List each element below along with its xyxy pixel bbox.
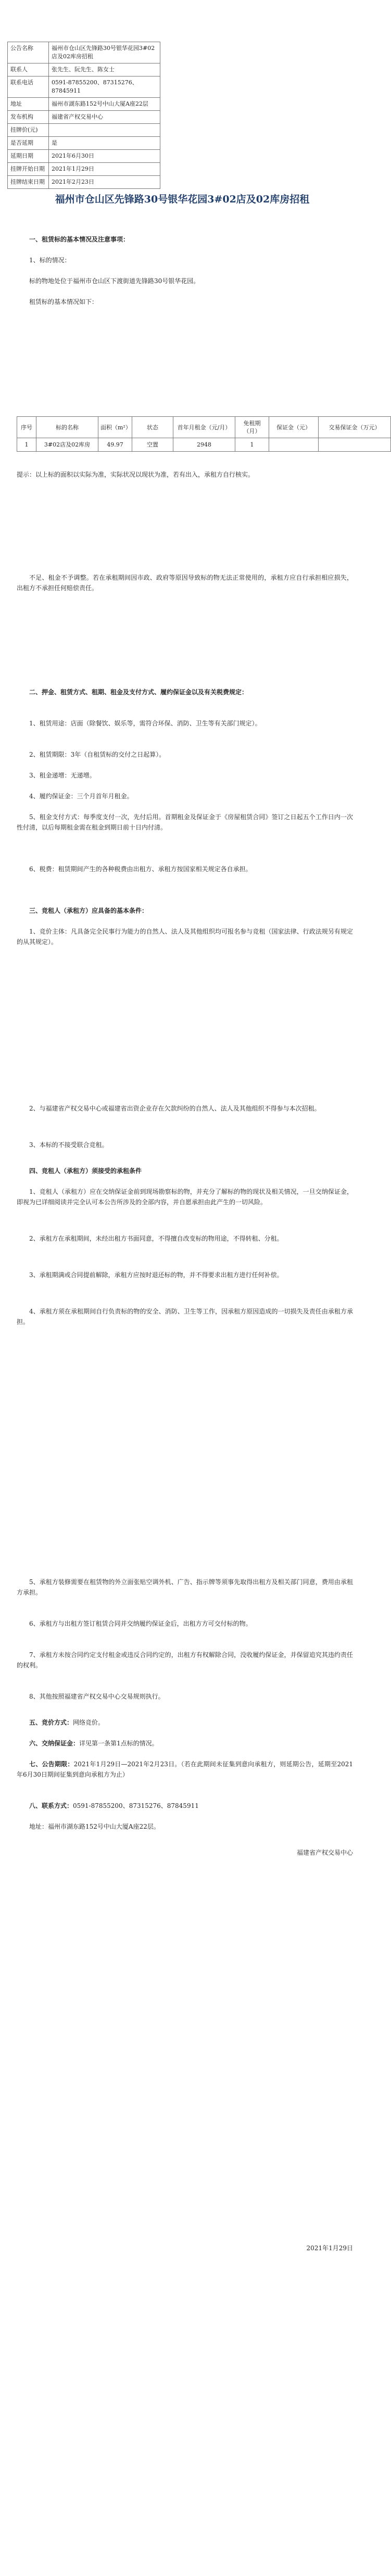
info-value: 福州市湖东路152号中山大厦A座22层	[49, 98, 160, 111]
info-value: 0591-87855200、87315276、87845911	[49, 76, 160, 98]
paragraph: 5、租金支付方式：每季度支付一次，先付后用。首期租金及保证金于《房屋租赁合同》签订之日起五个工作日内一次性付清，以后每期租金需在租金到期日前十日内付清。	[17, 813, 353, 831]
info-key: 挂牌价(元)	[8, 124, 49, 137]
table-cell: 2948	[173, 438, 235, 452]
column-header: 免租期（月）	[235, 417, 269, 438]
info-row	[8, 76, 160, 98]
column-header: 保证金（元）	[269, 417, 319, 438]
table-row	[17, 438, 391, 452]
table-cell	[319, 438, 391, 452]
info-row	[8, 176, 160, 189]
column-header: 序号	[17, 417, 36, 438]
table-cell: 1	[17, 438, 36, 452]
info-value: 福建省产权交易中心	[49, 111, 160, 124]
section-2-heading: 二、押金、租赁方式、租期、租金及支付方式、履约保证金以及有关税费规定：	[29, 688, 248, 696]
paragraph: 2、承租方在承租期间，未经出租方书面同意，不得擅自改变标的物用途，不得转租、分租。	[29, 1235, 283, 1242]
paragraph: 4、履约保证金：三个月首年月租金。	[29, 793, 133, 800]
paragraph: 6、承租方与出租方签订租赁合同并交纳履约保证金后，出租方方可交付标的物。	[29, 1620, 252, 1627]
deposit-value: 详见第一条第1点标的情况。	[79, 1740, 158, 1747]
paragraph: 3、承租期满或合同提前解除，承租方应按时退还标的物，并不得要求出租方进行任何补偿。	[29, 1271, 283, 1279]
page-title: 福州市仓山区先锋路30号银华花园3#02店及02库房招租	[55, 194, 310, 205]
paragraph: 标的物地处位于福州市仓山区下渡街道先锋路30号银华花园。	[29, 277, 200, 285]
info-value: 是	[49, 137, 160, 150]
info-row	[8, 63, 160, 76]
info-row	[8, 124, 160, 137]
info-value	[49, 124, 160, 137]
column-header: 面积（m²）	[98, 417, 132, 438]
paragraph: 2、租赁期限：3年（自租赁标的交付之日起算）。	[29, 751, 166, 758]
paragraph: 7、承租方未按合同约定支付租金或违反合同约定的，出租方有权解除合同，没收履约保证金，并保留追究其违约责任的权利。	[17, 1651, 353, 1669]
column-header: 状态	[132, 417, 173, 438]
contact	[17, 1801, 353, 1811]
section-6-heading: 六、交纳保证金：	[29, 1740, 80, 1747]
property-table	[17, 416, 391, 452]
info-row	[8, 42, 160, 63]
paragraph: 4、承租方须在承租期间自行负责标的物的安全、消防、卫生等工作，因承租方原因造成的一切损失及责任由承租方承担。	[17, 1308, 353, 1325]
info-row	[8, 163, 160, 176]
paragraph: 3、本标的不接受联合竞租。	[29, 1141, 108, 1149]
auction-method-value: 网络竞价。	[73, 1719, 105, 1726]
paragraph: 不足、租金不予调整。若在承租期间因市政、政府等原因导致标的物无法正常使用的，承租方应自行承担相应损失，出租方不承担任何赔偿责任。	[17, 574, 353, 592]
info-value: 张先生、阮先生、陈女士	[49, 63, 160, 76]
info-value: 福州市仓山区先锋路30号银华花园3#02店及02库房招租	[49, 42, 160, 63]
paragraph: 租赁标的基本情况如下：	[29, 298, 98, 305]
info-key: 是否延期	[8, 137, 49, 150]
section-8-heading: 八、联系方式：	[29, 1802, 73, 1809]
section-7-heading: 七、公告期限：	[29, 1761, 74, 1768]
section-1-subheading: 1、标的情况：	[29, 257, 71, 264]
paragraph: 1、租赁用途：店面（除餐饮、娱乐等，需符合环保、消防、卫生等有关部门规定）。	[29, 720, 261, 727]
column-header: 交易保证金（万元）	[319, 417, 391, 438]
paragraph: 1、竞价主体：凡具备完全民事行为能力的自然人、法人及其他组织均可报名参与竞租（国家法律、行政法规另有规定的从其规定）。	[17, 928, 353, 946]
paragraph: 2、与福建省产权交易中心或福建省出资企业存在欠款纠纷的自然人、法人及其他组织不得参与本次招租。	[29, 1105, 321, 1112]
section-4-heading: 四、竞租人（承租方）须接受的承租条件	[29, 1167, 142, 1175]
announcement-period	[17, 1759, 353, 1780]
paragraph: 8、其他按照福建省产权交易中心交易规则执行。	[29, 1693, 165, 1700]
date: 2021年1月29日	[306, 2245, 353, 2252]
announcement-info-table	[7, 42, 160, 189]
column-header: 首年月租金（元/月）	[173, 417, 235, 438]
info-key: 挂牌开始日期	[8, 163, 49, 176]
paragraph: 6、税费：租赁期间产生的各种税费由出租方、承租方按国家相关规定各自承担。	[29, 865, 252, 873]
paragraph: 地址：福州市湖东路152号中山大厦A座22层。	[29, 1823, 160, 1830]
info-key: 联系人	[8, 63, 49, 76]
info-key: 挂牌结束日期	[8, 176, 49, 189]
info-value: 2021年6月30日	[49, 150, 160, 163]
announcement-period-value: 2021年1月29日—2021年2月23日。（若在此期间未征集到意向承租方，则延期公告，延期至2021年6月30日期间征集到意向承租方为止）	[17, 1761, 353, 1778]
paragraph: 5、承租方装修需要在租赁物的外立面张贴空调外机、广告、指示牌等须事先取得出租方及相关部门同意，费用由承租方承担。	[17, 1578, 353, 1596]
section-1-heading: 一、租赁标的基本情况及注意事项：	[29, 236, 130, 243]
info-row	[8, 98, 160, 111]
info-key: 公告名称	[8, 42, 49, 63]
info-key: 地址	[8, 98, 49, 111]
section-5-heading: 五、竞价方式：	[29, 1719, 73, 1726]
table-cell: 1	[235, 438, 269, 452]
contact-phone: 0591-87855200、87315276、87845911	[73, 1802, 199, 1809]
info-row	[8, 150, 160, 163]
note-text: 提示：以上标的面积以实际为准，实际状况以现状为准，若有出入，承租方自行核实。	[17, 471, 255, 478]
deposit	[17, 1738, 353, 1749]
column-header: 标的名称	[36, 417, 98, 438]
info-key: 发布机构	[8, 111, 49, 124]
paragraph: 1、竞租人（承租方）应在交纳保证金前到现场勘察标的物，并充分了解标的物的现状及相关情况，一旦交纳保证金，即视为已详细阅读并完全认可本公告所涉及的全部内容，并自愿承担由此产生的一切风险。	[17, 1188, 353, 1206]
table-cell: 49.97	[98, 438, 132, 452]
table-cell: 空置	[132, 438, 173, 452]
table-cell	[269, 438, 319, 452]
auction-method	[17, 1717, 353, 1728]
info-key: 延期日期	[8, 150, 49, 163]
info-value: 2021年2月23日	[49, 176, 160, 189]
info-value: 2021年1月29日	[49, 163, 160, 176]
info-row	[8, 111, 160, 124]
info-row	[8, 137, 160, 150]
paragraph: 3、租金递增：无递增。	[29, 772, 96, 779]
section-3-heading: 三、竞租人（承租方）应具备的基本条件：	[29, 907, 148, 914]
signature: 福建省产权交易中心	[296, 1849, 353, 1856]
table-cell: 3#02店及02库房	[36, 438, 98, 452]
info-key: 联系电话	[8, 76, 49, 98]
